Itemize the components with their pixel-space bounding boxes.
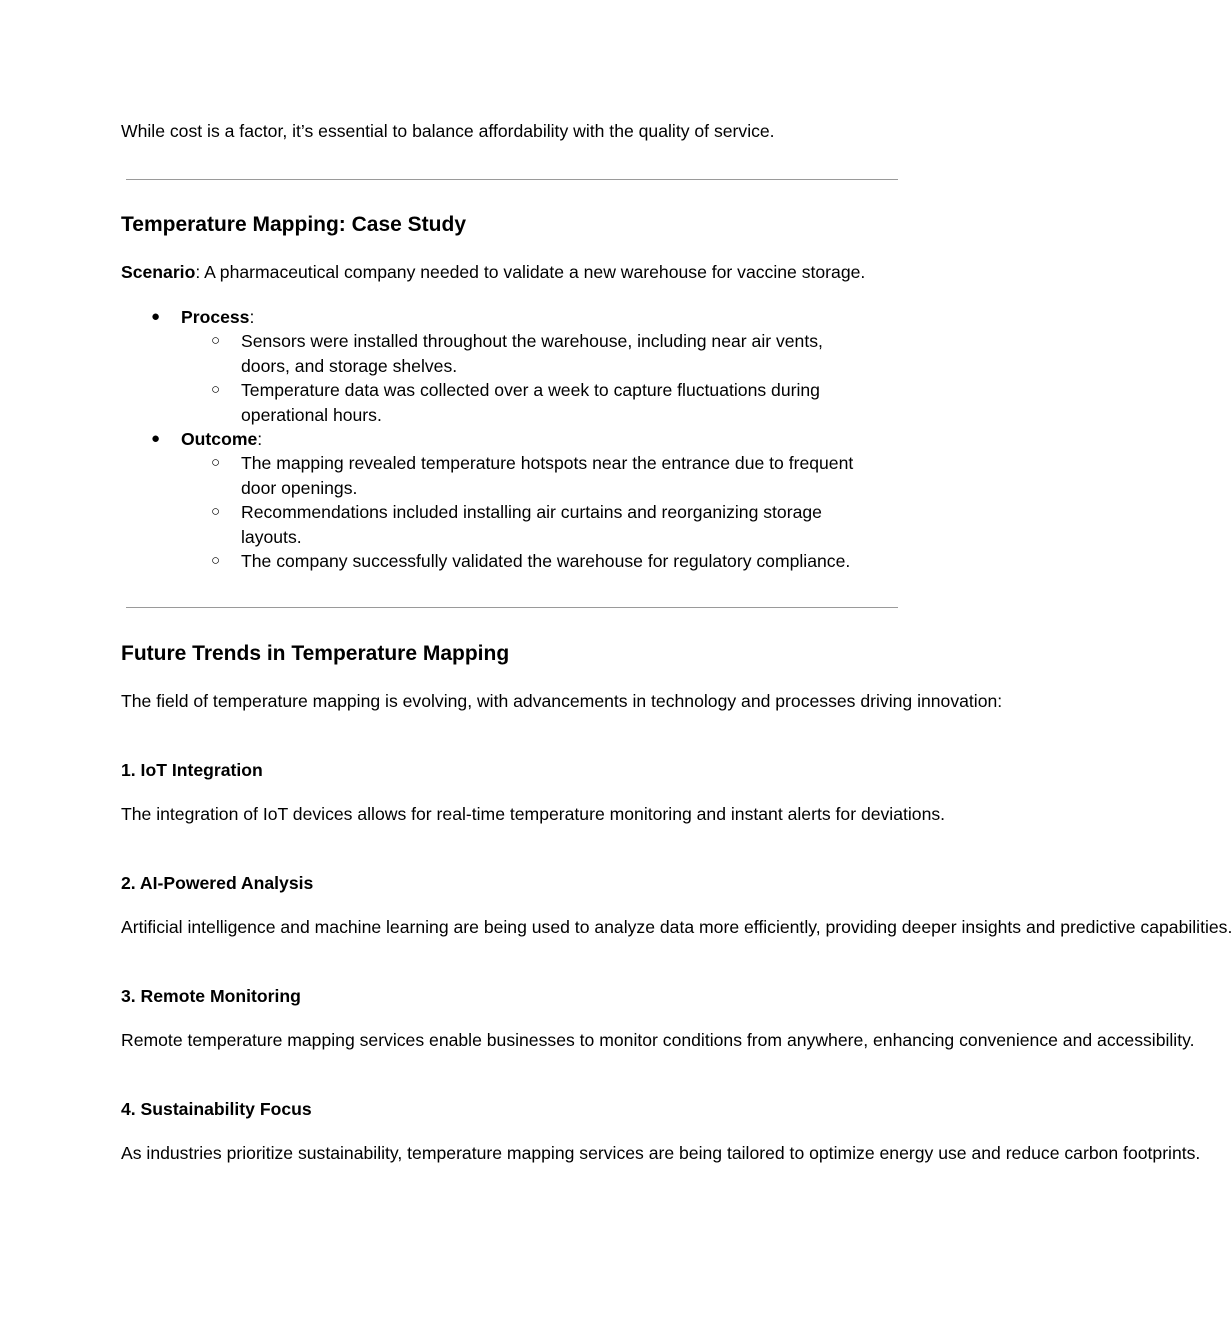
outcome-sublist (181, 451, 861, 573)
circle-bullet-icon: ○ (211, 332, 221, 350)
process-item-text: Temperature data was collected over a week to capture fluctuations during operational hours. (241, 380, 820, 425)
scenario-label: Scenario (121, 262, 196, 282)
circle-bullet-icon: ○ (211, 552, 221, 570)
trend-text: As industries prioritize sustainability, temperature mapping services are being tailored to optimize energy use and reduce carbon footprints. (121, 1143, 1201, 1163)
list-item (181, 500, 861, 549)
outcome-item-text: Recommendations included installing air curtains and reorganizing storage layouts. (241, 502, 822, 547)
list-item (181, 329, 861, 378)
process-label: Process (181, 307, 250, 327)
future-trends-intro: The field of temperature mapping is evolving, with advancements in technology and processes driving innovation: (121, 691, 1003, 711)
circle-bullet-icon: ○ (211, 381, 221, 399)
list-item-outcome (121, 427, 861, 573)
scenario-paragraph (121, 260, 865, 285)
outcome-item-text: The company successfully validated the warehouse for regulatory compliance. (241, 551, 851, 572)
circle-bullet-icon: ○ (211, 454, 221, 472)
outcome-label: Outcome (181, 429, 258, 450)
bullet-icon: ● (151, 430, 161, 448)
case-study-list (121, 305, 861, 573)
section-divider (126, 179, 898, 180)
case-study-heading: Temperature Mapping: Case Study (121, 213, 467, 236)
list-item (181, 451, 861, 500)
bullet-icon: ● (151, 308, 161, 325)
process-sublist (181, 329, 861, 427)
trend-text: The integration of IoT devices allows for real-time temperature monitoring and instant alerts for deviations. (121, 804, 946, 824)
trend-title: 3. Remote Monitoring (121, 986, 301, 1006)
trend-text: Artificial intelligence and machine learning are being used to analyze data more efficiently, providing deeper insights and predictive capabilities. (121, 917, 1232, 937)
circle-bullet-icon: ○ (211, 503, 221, 521)
outcome-colon: : (257, 429, 263, 450)
list-item (181, 378, 861, 427)
trend-title: 2. AI-Powered Analysis (121, 873, 314, 893)
list-item-process (121, 305, 861, 427)
process-item-text: Sensors were installed throughout the warehouse, including near air vents, doors, and storage shelves. (241, 331, 823, 376)
trend-text: Remote temperature mapping services enable businesses to monitor conditions from anywhere, enhancing convenience and accessibility. (121, 1030, 1195, 1050)
scenario-text: : A pharmaceutical company needed to validate a new warehouse for vaccine storage. (195, 262, 866, 282)
intro-paragraph: While cost is a factor, it’s essential to balance affordability with the quality of service. (121, 121, 775, 141)
list-item (181, 549, 861, 573)
outcome-item-text: The mapping revealed temperature hotspots near the entrance due to frequent door openings. (241, 453, 854, 498)
trend-title: 4. Sustainability Focus (121, 1099, 312, 1119)
section-divider (126, 607, 898, 608)
future-trends-heading: Future Trends in Temperature Mapping (121, 642, 510, 665)
process-colon: : (249, 307, 255, 327)
trend-title: 1. IoT Integration (121, 760, 263, 780)
